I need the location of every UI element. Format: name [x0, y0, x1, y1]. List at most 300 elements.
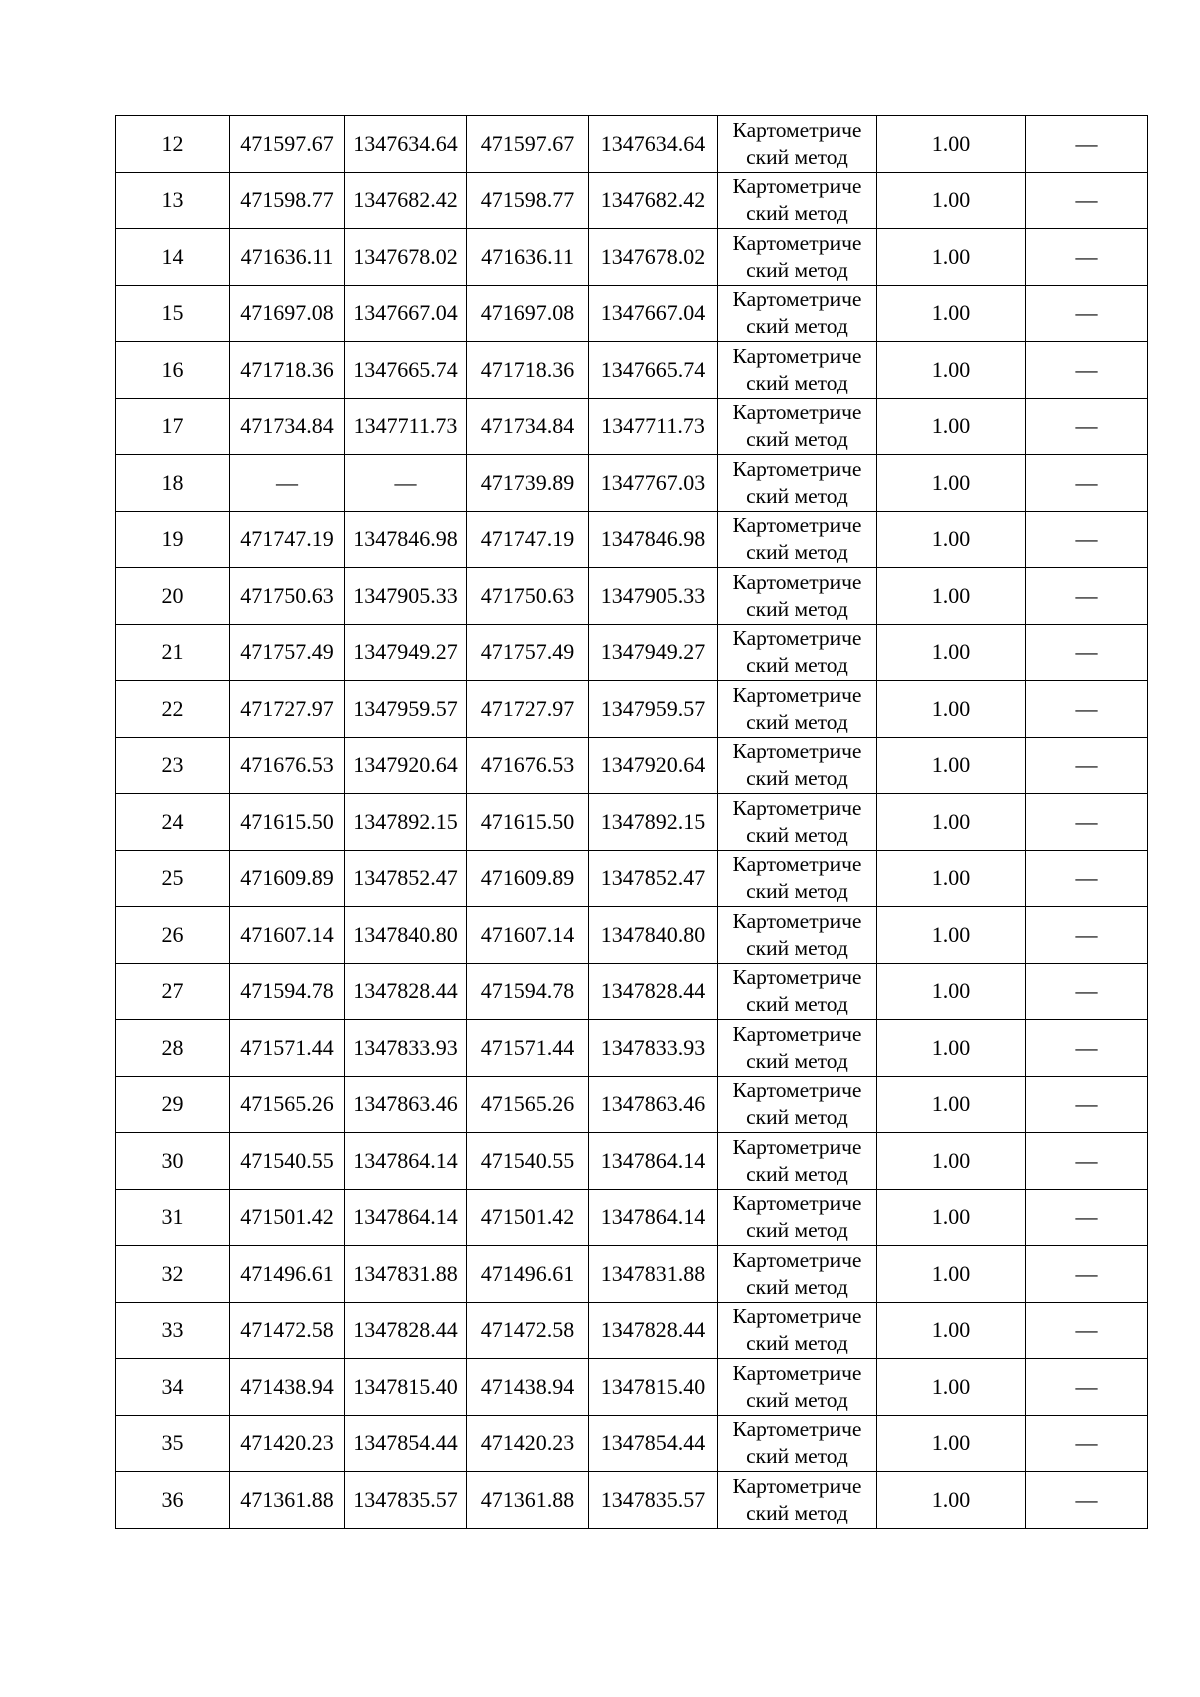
description-cell: [1026, 342, 1148, 399]
refined-y-cell-text: 1347815.40: [600, 1373, 706, 1399]
existing-x-cell-text: 471607.14: [240, 921, 334, 947]
method-line-1: Картометриче: [732, 908, 862, 933]
description-cell-text: —: [1075, 243, 1098, 269]
refined-y-cell: [589, 1415, 718, 1472]
description-cell-text: —: [1075, 1317, 1098, 1343]
refined-y-cell-text: 1347864.14: [600, 1147, 706, 1173]
existing-y-cell-text: 1347864.14: [353, 1204, 458, 1230]
refined-x-cell-text: 471496.61: [480, 1260, 575, 1286]
description-cell-text: —: [1075, 695, 1098, 721]
refined-y-cell: [589, 624, 718, 681]
refined-x-cell: [467, 1472, 589, 1529]
accuracy-cell: [877, 172, 1026, 229]
existing-x-cell-text: 471540.55: [240, 1147, 334, 1173]
existing-x-cell: [230, 398, 345, 455]
refined-x-cell: [467, 511, 589, 568]
existing-y-cell: [345, 116, 467, 173]
accuracy-cell-text: 1.00: [931, 1147, 971, 1173]
description-cell-text: —: [1075, 865, 1098, 891]
existing-x-cell-text: 471472.58: [240, 1317, 334, 1343]
method-cell: [718, 1189, 877, 1246]
method-cell: [718, 1076, 877, 1133]
existing-x-cell: [230, 116, 345, 173]
accuracy-cell: [877, 1189, 1026, 1246]
existing-x-cell: [230, 229, 345, 286]
method-line-2: ский метод: [746, 370, 848, 395]
existing-x-cell-text: 471571.44: [240, 1034, 334, 1060]
point-number-cell-text: 17: [161, 413, 184, 439]
accuracy-cell-text: 1.00: [931, 978, 971, 1004]
accuracy-cell-text: 1.00: [931, 1091, 971, 1117]
refined-y-cell-text: 1347892.15: [600, 808, 706, 834]
refined-y-cell: [589, 1076, 718, 1133]
accuracy-cell: [877, 229, 1026, 286]
refined-y-cell-text: 1347852.47: [600, 865, 706, 891]
point-number-cell: [116, 681, 230, 738]
method-line-2: ский метод: [746, 1274, 848, 1299]
existing-x-cell-text: 471496.61: [240, 1260, 334, 1286]
existing-x-cell: [230, 681, 345, 738]
existing-x-cell: [230, 1302, 345, 1359]
method-line-2: ский метод: [746, 314, 848, 339]
point-number-cell-text: 28: [161, 1034, 184, 1060]
table-row: [116, 963, 1148, 1020]
method-line-2: ский метод: [746, 1218, 848, 1243]
refined-y-cell: [589, 850, 718, 907]
table-row: [116, 568, 1148, 625]
method-line-2: ский метод: [746, 540, 848, 565]
point-number-cell-text: 32: [161, 1260, 184, 1286]
existing-x-cell-text: 471438.94: [240, 1373, 334, 1399]
existing-y-cell: [345, 850, 467, 907]
method-cell: [718, 229, 877, 286]
description-cell: [1026, 1246, 1148, 1303]
table-row: [116, 850, 1148, 907]
existing-x-cell-text: 471676.53: [240, 752, 334, 778]
description-cell: [1026, 285, 1148, 342]
refined-y-cell: [589, 285, 718, 342]
method-cell: [718, 850, 877, 907]
description-cell-text: —: [1075, 1430, 1098, 1456]
refined-x-cell-text: 471615.50: [480, 808, 575, 834]
description-cell-text: —: [1075, 413, 1098, 439]
accuracy-cell: [877, 1076, 1026, 1133]
point-number-cell-text: 34: [161, 1373, 184, 1399]
refined-y-cell: [589, 398, 718, 455]
description-cell-text: —: [1075, 300, 1098, 326]
existing-x-cell: [230, 1133, 345, 1190]
refined-x-cell: [467, 285, 589, 342]
method-cell: [718, 681, 877, 738]
existing-x-cell-text: 471597.67: [240, 130, 334, 156]
existing-y-cell: [345, 1020, 467, 1077]
accuracy-cell-text: 1.00: [931, 1486, 971, 1512]
method-line-1: Картометриче: [732, 1304, 862, 1329]
point-number-cell: [116, 1189, 230, 1246]
existing-y-cell: [345, 1415, 467, 1472]
refined-y-cell-text: 1347959.57: [600, 695, 706, 721]
table-row: [116, 285, 1148, 342]
description-cell: [1026, 568, 1148, 625]
point-number-cell: [116, 963, 230, 1020]
refined-y-cell: [589, 1133, 718, 1190]
accuracy-cell-text: 1.00: [931, 639, 971, 665]
method-line-2: ский метод: [746, 766, 848, 791]
method-line-1: Картометриче: [732, 795, 862, 820]
accuracy-cell: [877, 1246, 1026, 1303]
table-row: [116, 737, 1148, 794]
refined-x-cell: [467, 1415, 589, 1472]
point-number-cell: [116, 116, 230, 173]
existing-x-cell: [230, 342, 345, 399]
refined-y-cell: [589, 794, 718, 851]
point-number-cell-text: 12: [161, 130, 184, 156]
method-line-1: Картометриче: [732, 230, 862, 255]
existing-x-cell-text: 471598.77: [240, 187, 334, 213]
existing-y-cell-text: 1347833.93: [353, 1034, 458, 1060]
existing-x-cell: [230, 1359, 345, 1416]
accuracy-cell-text: 1.00: [931, 1373, 971, 1399]
description-cell-text: —: [1075, 469, 1098, 495]
point-number-cell-text: 30: [161, 1147, 184, 1173]
existing-y-cell: [345, 229, 467, 286]
accuracy-cell: [877, 737, 1026, 794]
point-number-cell: [116, 1359, 230, 1416]
point-number-cell-text: 25: [161, 865, 184, 891]
point-number-cell-text: 33: [161, 1317, 184, 1343]
existing-x-cell: [230, 1189, 345, 1246]
description-cell: [1026, 794, 1148, 851]
table-row: [116, 1415, 1148, 1472]
table-row: [116, 229, 1148, 286]
accuracy-cell-text: 1.00: [931, 356, 971, 382]
accuracy-cell-text: 1.00: [931, 413, 971, 439]
point-number-cell: [116, 1020, 230, 1077]
point-number-cell-text: 16: [161, 356, 184, 382]
existing-y-cell: [345, 1133, 467, 1190]
existing-y-cell-text: 1347852.47: [353, 865, 458, 891]
existing-x-cell-text: 471718.36: [240, 356, 334, 382]
refined-y-cell: [589, 116, 718, 173]
method-line-1: Картометриче: [732, 343, 862, 368]
refined-x-cell-text: 471607.14: [480, 921, 575, 947]
point-number-cell: [116, 1133, 230, 1190]
existing-x-cell-text: 471361.88: [240, 1486, 334, 1512]
method-cell: [718, 285, 877, 342]
accuracy-cell: [877, 1020, 1026, 1077]
refined-x-cell: [467, 1133, 589, 1190]
refined-y-cell-text: 1347667.04: [600, 300, 706, 326]
coordinates-table: [115, 115, 1148, 1529]
refined-y-cell: [589, 963, 718, 1020]
method-cell: [718, 511, 877, 568]
accuracy-cell: [877, 342, 1026, 399]
refined-x-cell: [467, 398, 589, 455]
method-line-2: ский метод: [746, 879, 848, 904]
refined-y-cell: [589, 511, 718, 568]
existing-y-cell: [345, 624, 467, 681]
existing-y-cell-text: 1347949.27: [353, 639, 458, 665]
existing-x-cell-text: 471565.26: [240, 1091, 334, 1117]
refined-y-cell: [589, 1359, 718, 1416]
description-cell-text: —: [1075, 808, 1098, 834]
description-cell: [1026, 1076, 1148, 1133]
point-number-cell: [116, 1246, 230, 1303]
point-number-cell-text: 22: [161, 695, 184, 721]
refined-y-cell: [589, 1302, 718, 1359]
table-row: [116, 511, 1148, 568]
accuracy-cell-text: 1.00: [931, 808, 971, 834]
refined-x-cell-text: 471501.42: [480, 1204, 575, 1230]
refined-x-cell-text: 471734.84: [480, 413, 575, 439]
existing-x-cell-text: 471615.50: [240, 808, 334, 834]
description-cell-text: —: [1075, 1147, 1098, 1173]
refined-y-cell: [589, 907, 718, 964]
refined-x-cell: [467, 568, 589, 625]
description-cell-text: —: [1075, 1373, 1098, 1399]
point-number-cell: [116, 342, 230, 399]
point-number-cell-text: 29: [161, 1091, 184, 1117]
existing-y-cell-text: 1347678.02: [353, 243, 458, 269]
refined-x-cell-text: 471727.97: [480, 695, 575, 721]
existing-x-cell: [230, 794, 345, 851]
existing-x-cell-text: 471697.08: [240, 300, 334, 326]
point-number-cell: [116, 229, 230, 286]
refined-x-cell: [467, 681, 589, 738]
existing-y-cell-text: 1347815.40: [353, 1373, 458, 1399]
existing-y-cell: [345, 1246, 467, 1303]
description-cell-text: —: [1075, 1034, 1098, 1060]
description-cell-text: —: [1075, 1091, 1098, 1117]
refined-x-cell-text: 471571.44: [480, 1034, 575, 1060]
description-cell-text: —: [1075, 921, 1098, 947]
method-line-1: Картометриче: [732, 456, 862, 481]
point-number-cell-text: 31: [161, 1204, 184, 1230]
accuracy-cell-text: 1.00: [931, 752, 971, 778]
accuracy-cell-text: 1.00: [931, 1204, 971, 1230]
existing-y-cell: [345, 398, 467, 455]
method-cell: [718, 624, 877, 681]
method-cell: [718, 907, 877, 964]
method-line-2: ский метод: [746, 483, 848, 508]
existing-y-cell-text: 1347682.42: [353, 187, 458, 213]
refined-x-cell-text: 471747.19: [480, 526, 575, 552]
point-number-cell: [116, 511, 230, 568]
existing-y-cell: [345, 455, 467, 512]
point-number-cell: [116, 794, 230, 851]
method-line-1: Картометриче: [732, 739, 862, 764]
refined-y-cell-text: 1347840.80: [600, 921, 706, 947]
existing-y-cell: [345, 285, 467, 342]
existing-x-cell-text: 471747.19: [240, 526, 334, 552]
refined-x-cell-text: 471739.89: [480, 469, 575, 495]
table-row: [116, 1076, 1148, 1133]
description-cell-text: —: [1075, 582, 1098, 608]
refined-x-cell: [467, 342, 589, 399]
refined-y-cell-text: 1347678.02: [600, 243, 706, 269]
description-cell: [1026, 1189, 1148, 1246]
refined-y-cell-text: 1347828.44: [600, 978, 706, 1004]
point-number-cell-text: 18: [161, 469, 184, 495]
accuracy-cell: [877, 285, 1026, 342]
existing-x-cell: [230, 1472, 345, 1529]
table-row: [116, 1302, 1148, 1359]
existing-y-cell: [345, 342, 467, 399]
method-cell: [718, 737, 877, 794]
existing-x-cell-text: 471420.23: [240, 1430, 334, 1456]
table-row: [116, 1472, 1148, 1529]
method-cell: [718, 1246, 877, 1303]
refined-x-cell: [467, 1189, 589, 1246]
existing-y-cell-text: 1347831.88: [353, 1260, 458, 1286]
existing-y-cell-text: 1347840.80: [353, 921, 458, 947]
refined-x-cell: [467, 116, 589, 173]
existing-x-cell-text: 471757.49: [240, 639, 334, 665]
refined-x-cell: [467, 737, 589, 794]
refined-y-cell-text: 1347831.88: [600, 1260, 706, 1286]
refined-y-cell-text: 1347833.93: [600, 1034, 706, 1060]
refined-x-cell-text: 471594.78: [480, 978, 575, 1004]
accuracy-cell: [877, 455, 1026, 512]
point-number-cell-text: 27: [161, 978, 184, 1004]
point-number-cell: [116, 737, 230, 794]
point-number-cell: [116, 1076, 230, 1133]
method-line-1: Картометриче: [732, 117, 862, 142]
refined-y-cell-text: 1347846.98: [600, 526, 706, 552]
refined-y-cell-text: 1347665.74: [600, 356, 706, 382]
accuracy-cell-text: 1.00: [931, 187, 971, 213]
method-cell: [718, 568, 877, 625]
table-row: [116, 681, 1148, 738]
accuracy-cell: [877, 794, 1026, 851]
refined-y-cell-text: 1347634.64: [600, 130, 706, 156]
refined-x-cell-text: 471361.88: [480, 1486, 575, 1512]
refined-y-cell: [589, 737, 718, 794]
method-line-1: Картометриче: [732, 626, 862, 651]
point-number-cell: [116, 172, 230, 229]
existing-y-cell: [345, 737, 467, 794]
method-cell: [718, 1472, 877, 1529]
point-number-cell-text: 19: [161, 526, 184, 552]
refined-x-cell-text: 471598.77: [480, 187, 575, 213]
accuracy-cell-text: 1.00: [931, 582, 971, 608]
refined-x-cell-text: 471636.11: [481, 243, 574, 269]
refined-x-cell-text: 471757.49: [480, 639, 575, 665]
point-number-cell-text: 15: [161, 300, 184, 326]
refined-x-cell-text: 471750.63: [480, 582, 575, 608]
refined-y-cell-text: 1347854.44: [600, 1430, 706, 1456]
refined-x-cell: [467, 850, 589, 907]
accuracy-cell: [877, 398, 1026, 455]
point-number-cell-text: 23: [161, 752, 184, 778]
description-cell: [1026, 737, 1148, 794]
refined-y-cell: [589, 1472, 718, 1529]
accuracy-cell: [877, 511, 1026, 568]
existing-x-cell: [230, 737, 345, 794]
existing-x-cell: [230, 1076, 345, 1133]
accuracy-cell-text: 1.00: [931, 469, 971, 495]
table-row: [116, 116, 1148, 173]
refined-y-cell-text: 1347828.44: [600, 1317, 706, 1343]
table-row: [116, 1246, 1148, 1303]
description-cell: [1026, 624, 1148, 681]
refined-x-cell: [467, 1302, 589, 1359]
coordinates-table-body: [116, 116, 1148, 1529]
method-line-2: ский метод: [746, 709, 848, 734]
refined-x-cell-text: 471718.36: [480, 356, 575, 382]
description-cell: [1026, 398, 1148, 455]
table-row: [116, 1020, 1148, 1077]
existing-x-cell: [230, 568, 345, 625]
existing-x-cell: [230, 1020, 345, 1077]
existing-x-cell-text: 471609.89: [240, 865, 334, 891]
point-number-cell: [116, 398, 230, 455]
refined-y-cell-text: 1347767.03: [600, 469, 706, 495]
existing-y-cell-text: 1347828.44: [353, 1317, 458, 1343]
description-cell-text: —: [1075, 1260, 1098, 1286]
point-number-cell: [116, 1302, 230, 1359]
table-row: [116, 907, 1148, 964]
refined-y-cell-text: 1347711.73: [601, 413, 705, 439]
point-number-cell-text: 20: [161, 582, 184, 608]
method-line-2: ский метод: [746, 144, 848, 169]
point-number-cell-text: 14: [161, 243, 184, 269]
refined-y-cell-text: 1347949.27: [600, 639, 706, 665]
method-cell: [718, 342, 877, 399]
method-cell: [718, 963, 877, 1020]
refined-x-cell-text: 471697.08: [480, 300, 575, 326]
method-line-1: Картометриче: [732, 1473, 862, 1498]
accuracy-cell-text: 1.00: [931, 526, 971, 552]
method-line-1: Картометриче: [732, 1191, 862, 1216]
refined-y-cell: [589, 1189, 718, 1246]
method-line-2: ский метод: [746, 596, 848, 621]
refined-x-cell-text: 471597.67: [480, 130, 575, 156]
refined-x-cell: [467, 1359, 589, 1416]
point-number-cell: [116, 455, 230, 512]
existing-x-cell: [230, 850, 345, 907]
refined-y-cell-text: 1347682.42: [600, 187, 706, 213]
refined-x-cell: [467, 455, 589, 512]
description-cell-text: —: [1075, 130, 1098, 156]
existing-x-cell: [230, 624, 345, 681]
description-cell-text: —: [1075, 526, 1098, 552]
table-row: [116, 398, 1148, 455]
description-cell: [1026, 1302, 1148, 1359]
refined-y-cell: [589, 568, 718, 625]
accuracy-cell-text: 1.00: [931, 695, 971, 721]
method-cell: [718, 1359, 877, 1416]
point-number-cell: [116, 624, 230, 681]
method-line-1: Картометриче: [732, 1247, 862, 1272]
existing-y-cell: [345, 511, 467, 568]
description-cell: [1026, 1472, 1148, 1529]
method-line-2: ский метод: [746, 1105, 848, 1130]
method-cell: [718, 794, 877, 851]
method-cell: [718, 1133, 877, 1190]
method-line-2: ский метод: [746, 1387, 848, 1412]
refined-y-cell: [589, 342, 718, 399]
method-line-2: ский метод: [746, 1444, 848, 1469]
existing-y-cell-text: 1347634.64: [353, 130, 458, 156]
refined-y-cell-text: 1347920.64: [600, 752, 706, 778]
refined-y-cell: [589, 229, 718, 286]
description-cell: [1026, 229, 1148, 286]
description-cell-text: —: [1075, 1486, 1098, 1512]
point-number-cell-text: 35: [161, 1430, 184, 1456]
method-line-2: ский метод: [746, 1161, 848, 1186]
method-line-1: Картометриче: [732, 965, 862, 990]
